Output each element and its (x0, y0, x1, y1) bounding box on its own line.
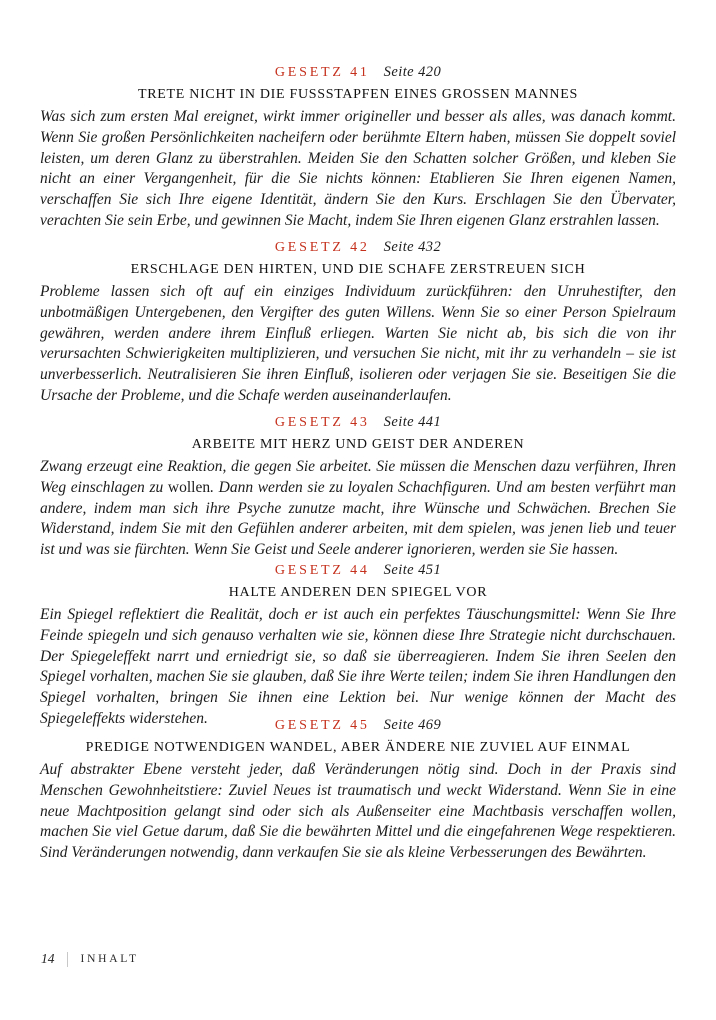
law-header (40, 63, 676, 81)
law-page-reference: Seite 441 (383, 414, 442, 430)
law-title: HALTE ANDEREN DEN SPIEGEL VOR (228, 585, 488, 600)
law-title: PREDIGE NOTWENDIGEN WANDEL, ABER ÄNDERE NIE ZUVIEL AUF EINMAL (85, 740, 631, 755)
page-footer (41, 950, 139, 968)
summary-emphasis-segment: wollen (167, 478, 211, 496)
law-entry (40, 63, 676, 232)
summary-text-segment: Auf abstrakter Ebene versteht jeder, daß Veränderungen nötig sind. Doch in der Praxis sind Menschen Gewohnheitstiere: Zuviel Neues ist traumatisch und weckt Widerstand. Wenn Sie in eine neue Machtposition gelangt sind oder sich als Außenseiter eine Machtbasis verschaffen wollen, machen Sie viel Getue darum, daß Sie die bewährten Mittel und die eingefahrenen Wege respektieren. Sind Veränderungen notwendig, dann verkaufen Sie sie als kleine Verbesserungen des Bewährten. (40, 761, 676, 862)
law-number-label: GESETZ 42 (274, 240, 370, 255)
law-page-reference: Seite 420 (383, 64, 442, 80)
law-title: ARBEITE MIT HERZ UND GEIST DER ANDEREN (191, 437, 525, 452)
summary-text-segment: Zwang erzeugt eine Reaktion, die gegen Sie arbeitet. Sie müssen die Menschen dazu verführen, Ihren Weg einschlagen zu (40, 458, 676, 496)
law-number-label: GESETZ 45 (274, 718, 370, 733)
law-header (40, 561, 676, 579)
law-number-label: GESETZ 43 (274, 415, 370, 430)
law-header (40, 716, 676, 734)
law-page-reference: Seite 432 (383, 239, 442, 255)
law-summary (40, 107, 676, 232)
footer-divider (67, 952, 68, 967)
law-page-reference: Seite 451 (383, 562, 442, 578)
law-page-reference: Seite 469 (383, 717, 442, 733)
law-entry (40, 413, 676, 561)
law-summary (40, 282, 676, 407)
law-summary (40, 760, 676, 864)
law-summary (40, 457, 676, 561)
summary-text-segment: Ein Spiegel reflektiert die Realität, doch er ist auch ein perfektes Täuschungsmittel: Wenn Sie Ihre Feinde spiegeln und sich genauso verhalten wie sie, können diese Ihre Strategie nicht durchschauen. Der Spiegeleffekt narrt und erniedrigt sie, so daß sie überreagieren. Indem Sie ihren Seelen den Spiegel vorhalten, machen Sie sie glauben, daß Sie ihre Werte teilen; indem Sie ihren Handlungen den Spiegel vorhalten, bringen Sie ihnen eine Lektion bei. Nur wenige können der Macht des Spiegeleffekts widerstehen. (40, 606, 676, 727)
footer-page-number: 14 (41, 951, 55, 966)
law-number-label: GESETZ 41 (274, 65, 370, 80)
law-entry (40, 238, 676, 407)
law-title: ERSCHLAGE DEN HIRTEN, UND DIE SCHAFE ZERSTREUEN SICH (130, 262, 586, 277)
summary-text-segment: Was sich zum ersten Mal ereignet, wirkt immer origineller und besser als alles, was danach kommt. Wenn Sie großen Persönlichkeiten nacheifern oder berühmte Eltern haben, müssen Sie doppelt soviel leisten, um deren Glanz zu überstrahlen. Meiden Sie den Schatten solcher Größen, und kleben Sie nicht an einer Vergangenheit, für die Sie nichts können: Etablieren Sie Ihren eigenen Namen, verschaffen Sie sich Ihre eigene Identität, ändern Sie den Kurs. Erschlagen Sie den Übervater, verachten Sie sein Erbe, und gewinnen Sie Macht, indem Sie Ihren eigenen Glanz erstrahlen lassen. (40, 108, 676, 229)
law-header (40, 238, 676, 256)
law-number-label: GESETZ 44 (274, 563, 370, 578)
summary-text-segment: Probleme lassen sich oft auf ein einziges Individuum zurückführen: den Unruhestifter, den unbotmäßigen Untergebenen, den Vergifter des guten Willens. Wenn Sie so einer Person Spielraum gewähren, werden andere ihrem Einfluß erliegen. Warten Sie nicht ab, bis sich die von ihr verursachten Schwierigkeiten multiplizieren, und versuchen Sie nicht, mit ihr zu verhandeln – sie ist unverbesserlich. Neutralisieren Sie ihren Einfluß, isolieren oder verjagen Sie sie. Beseitigen Sie die Ursache der Probleme, und die Schafe werden auseinanderlaufen. (40, 283, 676, 404)
law-header (40, 413, 676, 431)
law-entry (40, 561, 676, 730)
law-entry (40, 716, 676, 864)
footer-section-label: INHALT (80, 953, 139, 965)
law-summary (40, 605, 676, 730)
law-title: TRETE NICHT IN DIE FUSSSTAPFEN EINES GROSSEN MANNES (138, 87, 578, 102)
summary-text-segment: . Dann werden sie zu loyalen Schachfiguren. Und am besten verführt man andere, indem man sich ihre Psyche zunutze macht, ihre Wünsche und Schwächen. Brechen Sie Widerstand, indem Sie mit den Gefühlen anderer arbeiten, mit dem spielen, was jenen lieb und teuer ist und was sie fürchten. Wenn Sie Geist und Seele anderer ignorieren, werden sie Sie hassen. (40, 478, 676, 559)
